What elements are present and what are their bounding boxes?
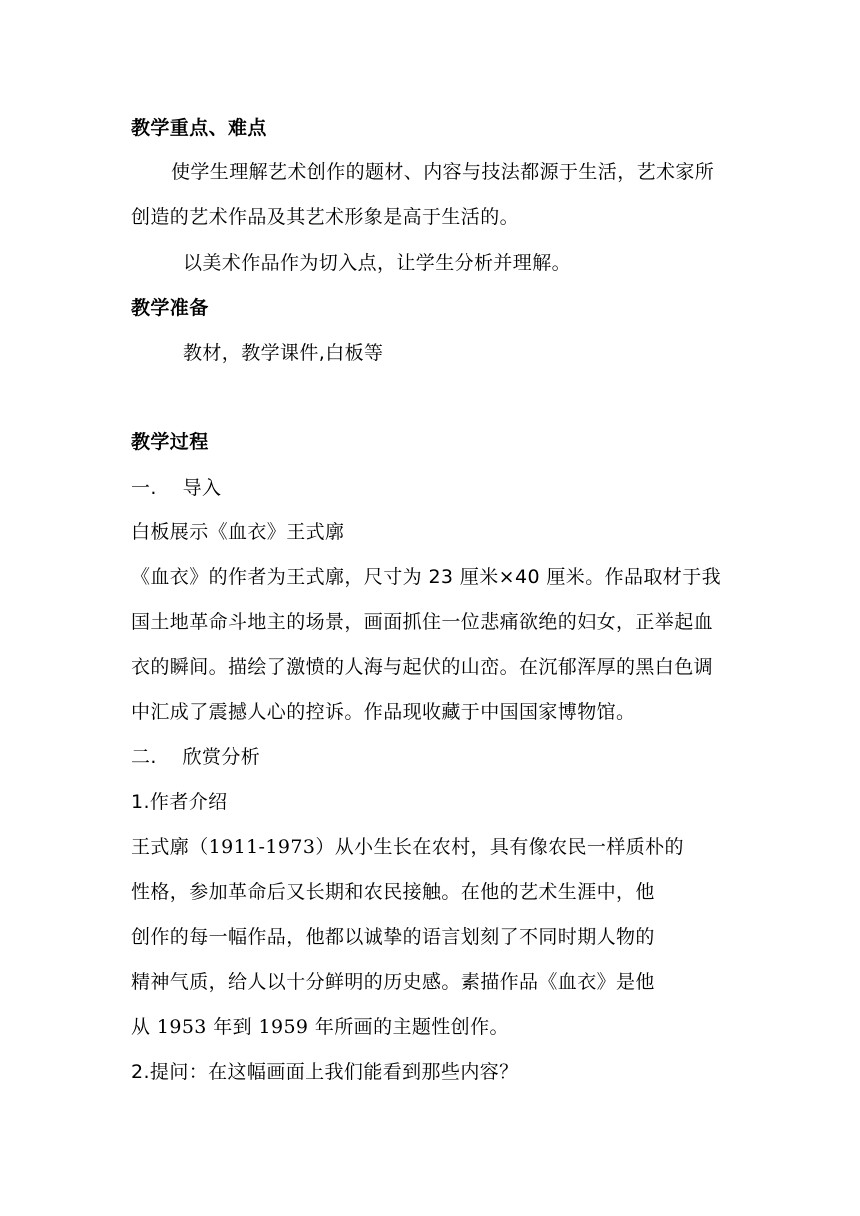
bio-paragraph-line: 性格，参加革命后又长期和农民接触。在他的艺术生涯中，他: [131, 881, 655, 903]
focus-paragraph-line: 使学生理解艺术创作的题材、内容与技法都源于生活，艺术家所: [171, 161, 715, 183]
focus-paragraph-2: 以美术作品作为切入点，让学生分析并理解。: [183, 252, 572, 274]
prep-text: 教材，教学课件,白板等: [183, 342, 384, 364]
bio-paragraph-line: 创作的每一幅作品，他都以诚挚的语言划刻了不同时期人物的: [131, 926, 655, 948]
section-1-paragraph-line: 《血衣》的作者为王式廓，尺寸为 23 厘米×40 厘米。作品取材于我: [131, 566, 721, 588]
section-1-paragraph-line: 中汇成了震撼人心的控诉。作品现收藏于中国国家博物馆。: [131, 701, 636, 723]
bio-paragraph-line: 精神气质，给人以十分鲜明的历史感。素描作品《血衣》是他: [131, 971, 655, 993]
teaching-prep-heading: 教学准备: [131, 297, 209, 319]
section-1-paragraph-line: 衣的瞬间。描绘了激愤的人海与起伏的山峦。在沉郁浑厚的黑白色调: [131, 656, 714, 678]
subsection-1-title: 1.作者介绍: [131, 791, 228, 813]
focus-paragraph-line: 创造的艺术作品及其艺术形象是高于生活的。: [131, 206, 520, 228]
teaching-focus-heading: 教学重点、难点: [131, 117, 267, 139]
section-2-title: 二. 欣赏分析: [131, 746, 261, 768]
teaching-process-heading: 教学过程: [131, 431, 209, 453]
section-1-line: 白板展示《血衣》王式廓: [131, 521, 345, 543]
section-1-paragraph-line: 国土地革命斗地主的场景，画面抓住一位悲痛欲绝的妇女，正举起血: [131, 611, 714, 633]
bio-paragraph-line: 从 1953 年到 1959 年所画的主题性创作。: [131, 1016, 509, 1038]
section-1-title: 一. 导入: [131, 477, 222, 499]
subsection-2-title: 2.提问：在这幅画面上我们能看到那些内容？: [131, 1061, 519, 1083]
bio-paragraph-line: 王式廓（1911-1973）从小生长在农村，具有像农民一样质朴的: [131, 836, 684, 858]
